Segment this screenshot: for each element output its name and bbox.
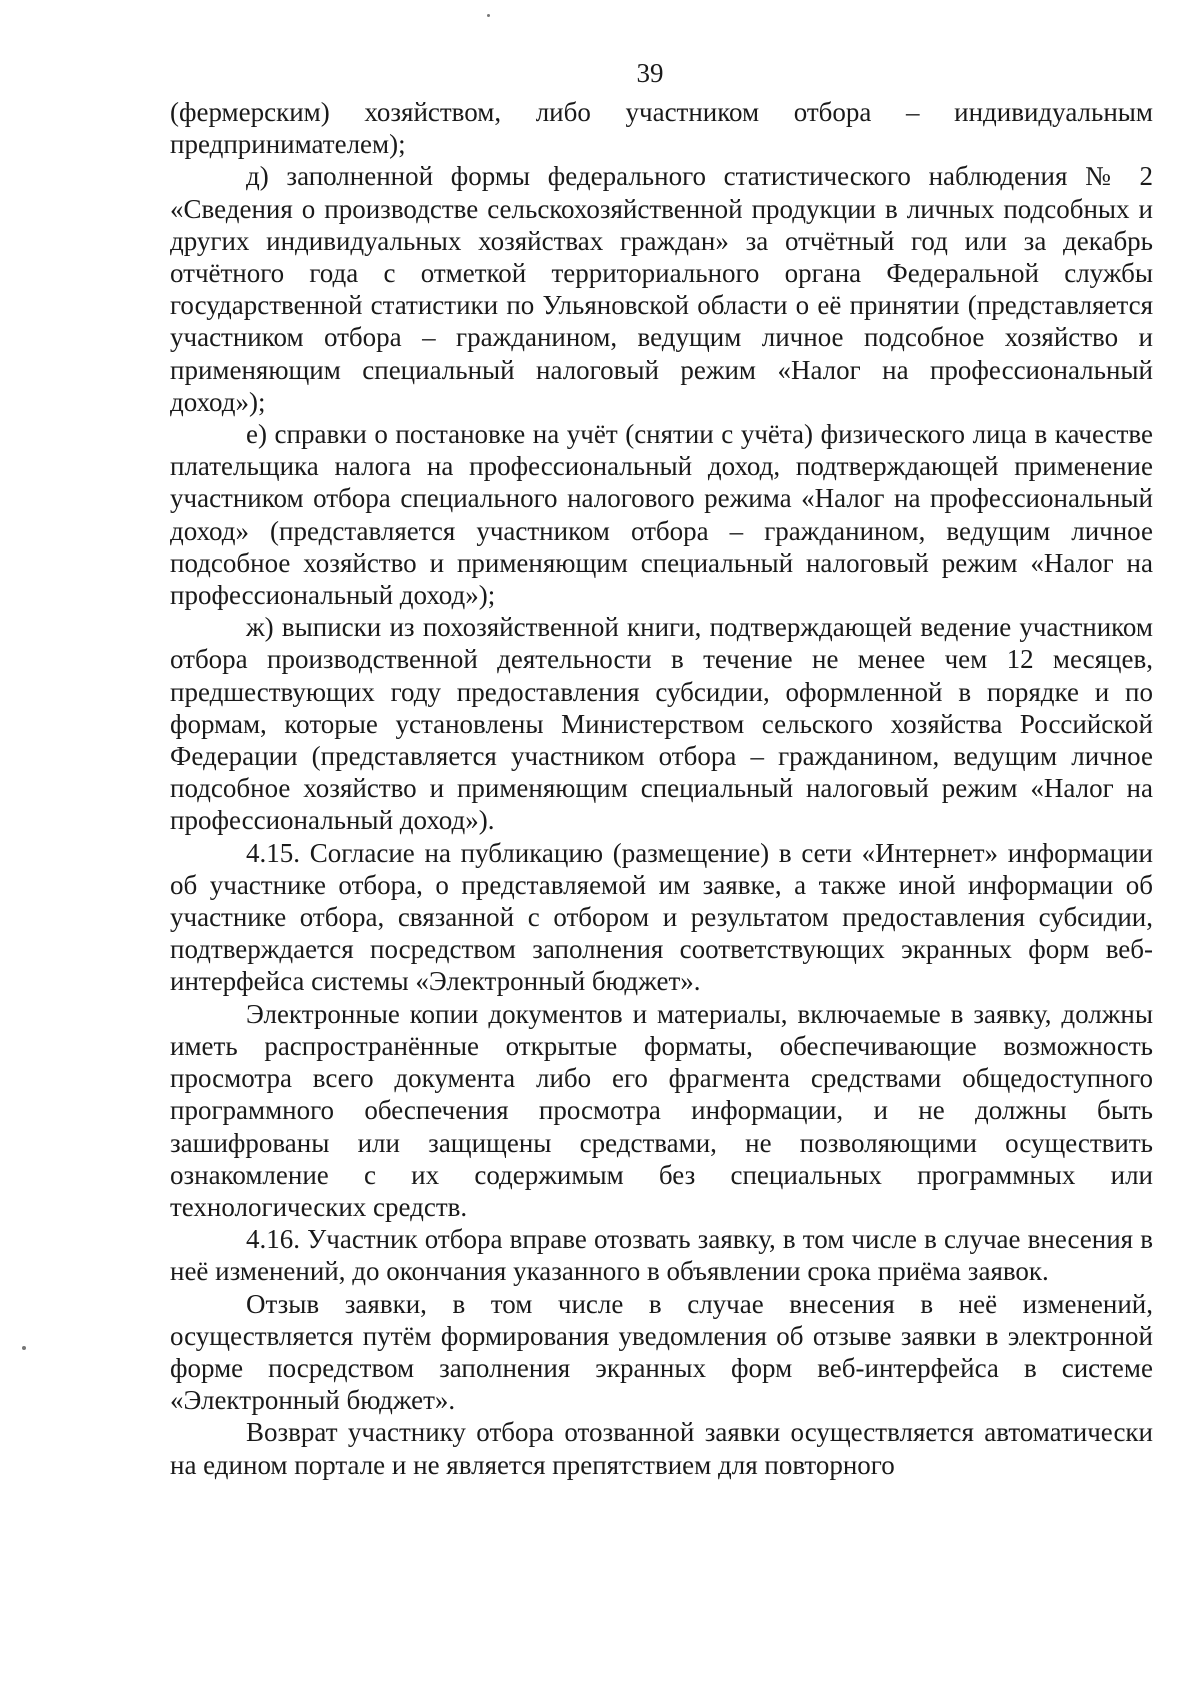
scan-speck (487, 14, 490, 17)
paragraph-4-16: 4.16. Участник отбора вправе отозвать заявку, в том числе в случае внесения в неё изменений, до окончания указанного в объявлении срока приёма заявок. (170, 1224, 1153, 1287)
paragraph-4-15: 4.15. Согласие на публикацию (размещение) в сети «Интернет» информации об участнике отбора, о представляемой им заявке, а также иной информации об участнике отбора, связанной с отбором и результатом предоставления субсидии, подтверждается посредством заполнения соответствующих экранных форм веб-интерфейса системы «Электронный бюджет». (170, 837, 1153, 997)
paragraph-item-d: д) заполненной формы федерального статистического наблюдения № 2 «Сведения о производстве сельскохозяйственной продукции в личных подсобных и других индивидуальных хозяйствах граждан» за отчётный год или за декабрь отчётного года с отметкой территориального органа Федеральной службы государственной статистики по Ульяновской области о её принятии (представляется участником отбора – гражданином, ведущим личное подсобное хозяйство и применяющим специальный налоговый режим «Налог на профессиональный доход»); (170, 161, 1153, 417)
paragraph-continuation: (фермерским) хозяйством, либо участником отбора – индивидуальным предпринимателем); (170, 97, 1153, 160)
paragraph-item-e: е) справки о постановке на учёт (снятии с учёта) физического лица в качестве плательщика налога на профессиональный доход, подтверждающей применение участником отбора специального налогового режима «Налог на профессиональный доход» (представляется участником отбора – гражданином, ведущим личное подсобное хозяйство и применяющим специальный налоговый режим «Налог на профессиональный доход»); (170, 419, 1153, 611)
paragraph-return: Возврат участнику отбора отозванной заявки осуществляется автоматически на едином портале и не является препятствием для повторного (170, 1417, 1153, 1480)
page-number: 39 (636, 58, 664, 88)
paragraph-electronic-copies: Электронные копии документов и материалы, включаемые в заявку, должны иметь распространённые открытые форматы, обеспечивающие возможность просмотра всего документа либо его фрагмента средствами общедоступного программного обеспечения просмотра информации, и не должны быть зашифрованы или защищены средствами, не позволяющими осуществить ознакомление с их содержимым без специальных программных или технологических средств. (170, 998, 1153, 1222)
paragraph-withdrawal: Отзыв заявки, в том числе в случае внесения в неё изменений, осуществляется путём формирования уведомления об отзыве заявки в электронной форме посредством заполнения экранных форм веб-интерфейса в системе «Электронный бюджет». (170, 1288, 1153, 1416)
document-body (170, 96, 1153, 1481)
paragraph-item-zh: ж) выписки из похозяйственной книги, подтверждающей ведение участником отбора производственной деятельности в течение не менее чем 12 месяцев, предшествующих году предоставления субсидии, оформленной в порядке и по формам, которые установлены Министерством сельского хозяйства Российской Федерации (представляется участником отбора – гражданином, ведущим личное подсобное хозяйство и применяющим специальный налоговый режим «Налог на профессиональный доход»). (170, 612, 1153, 836)
scan-speck (22, 1346, 26, 1350)
